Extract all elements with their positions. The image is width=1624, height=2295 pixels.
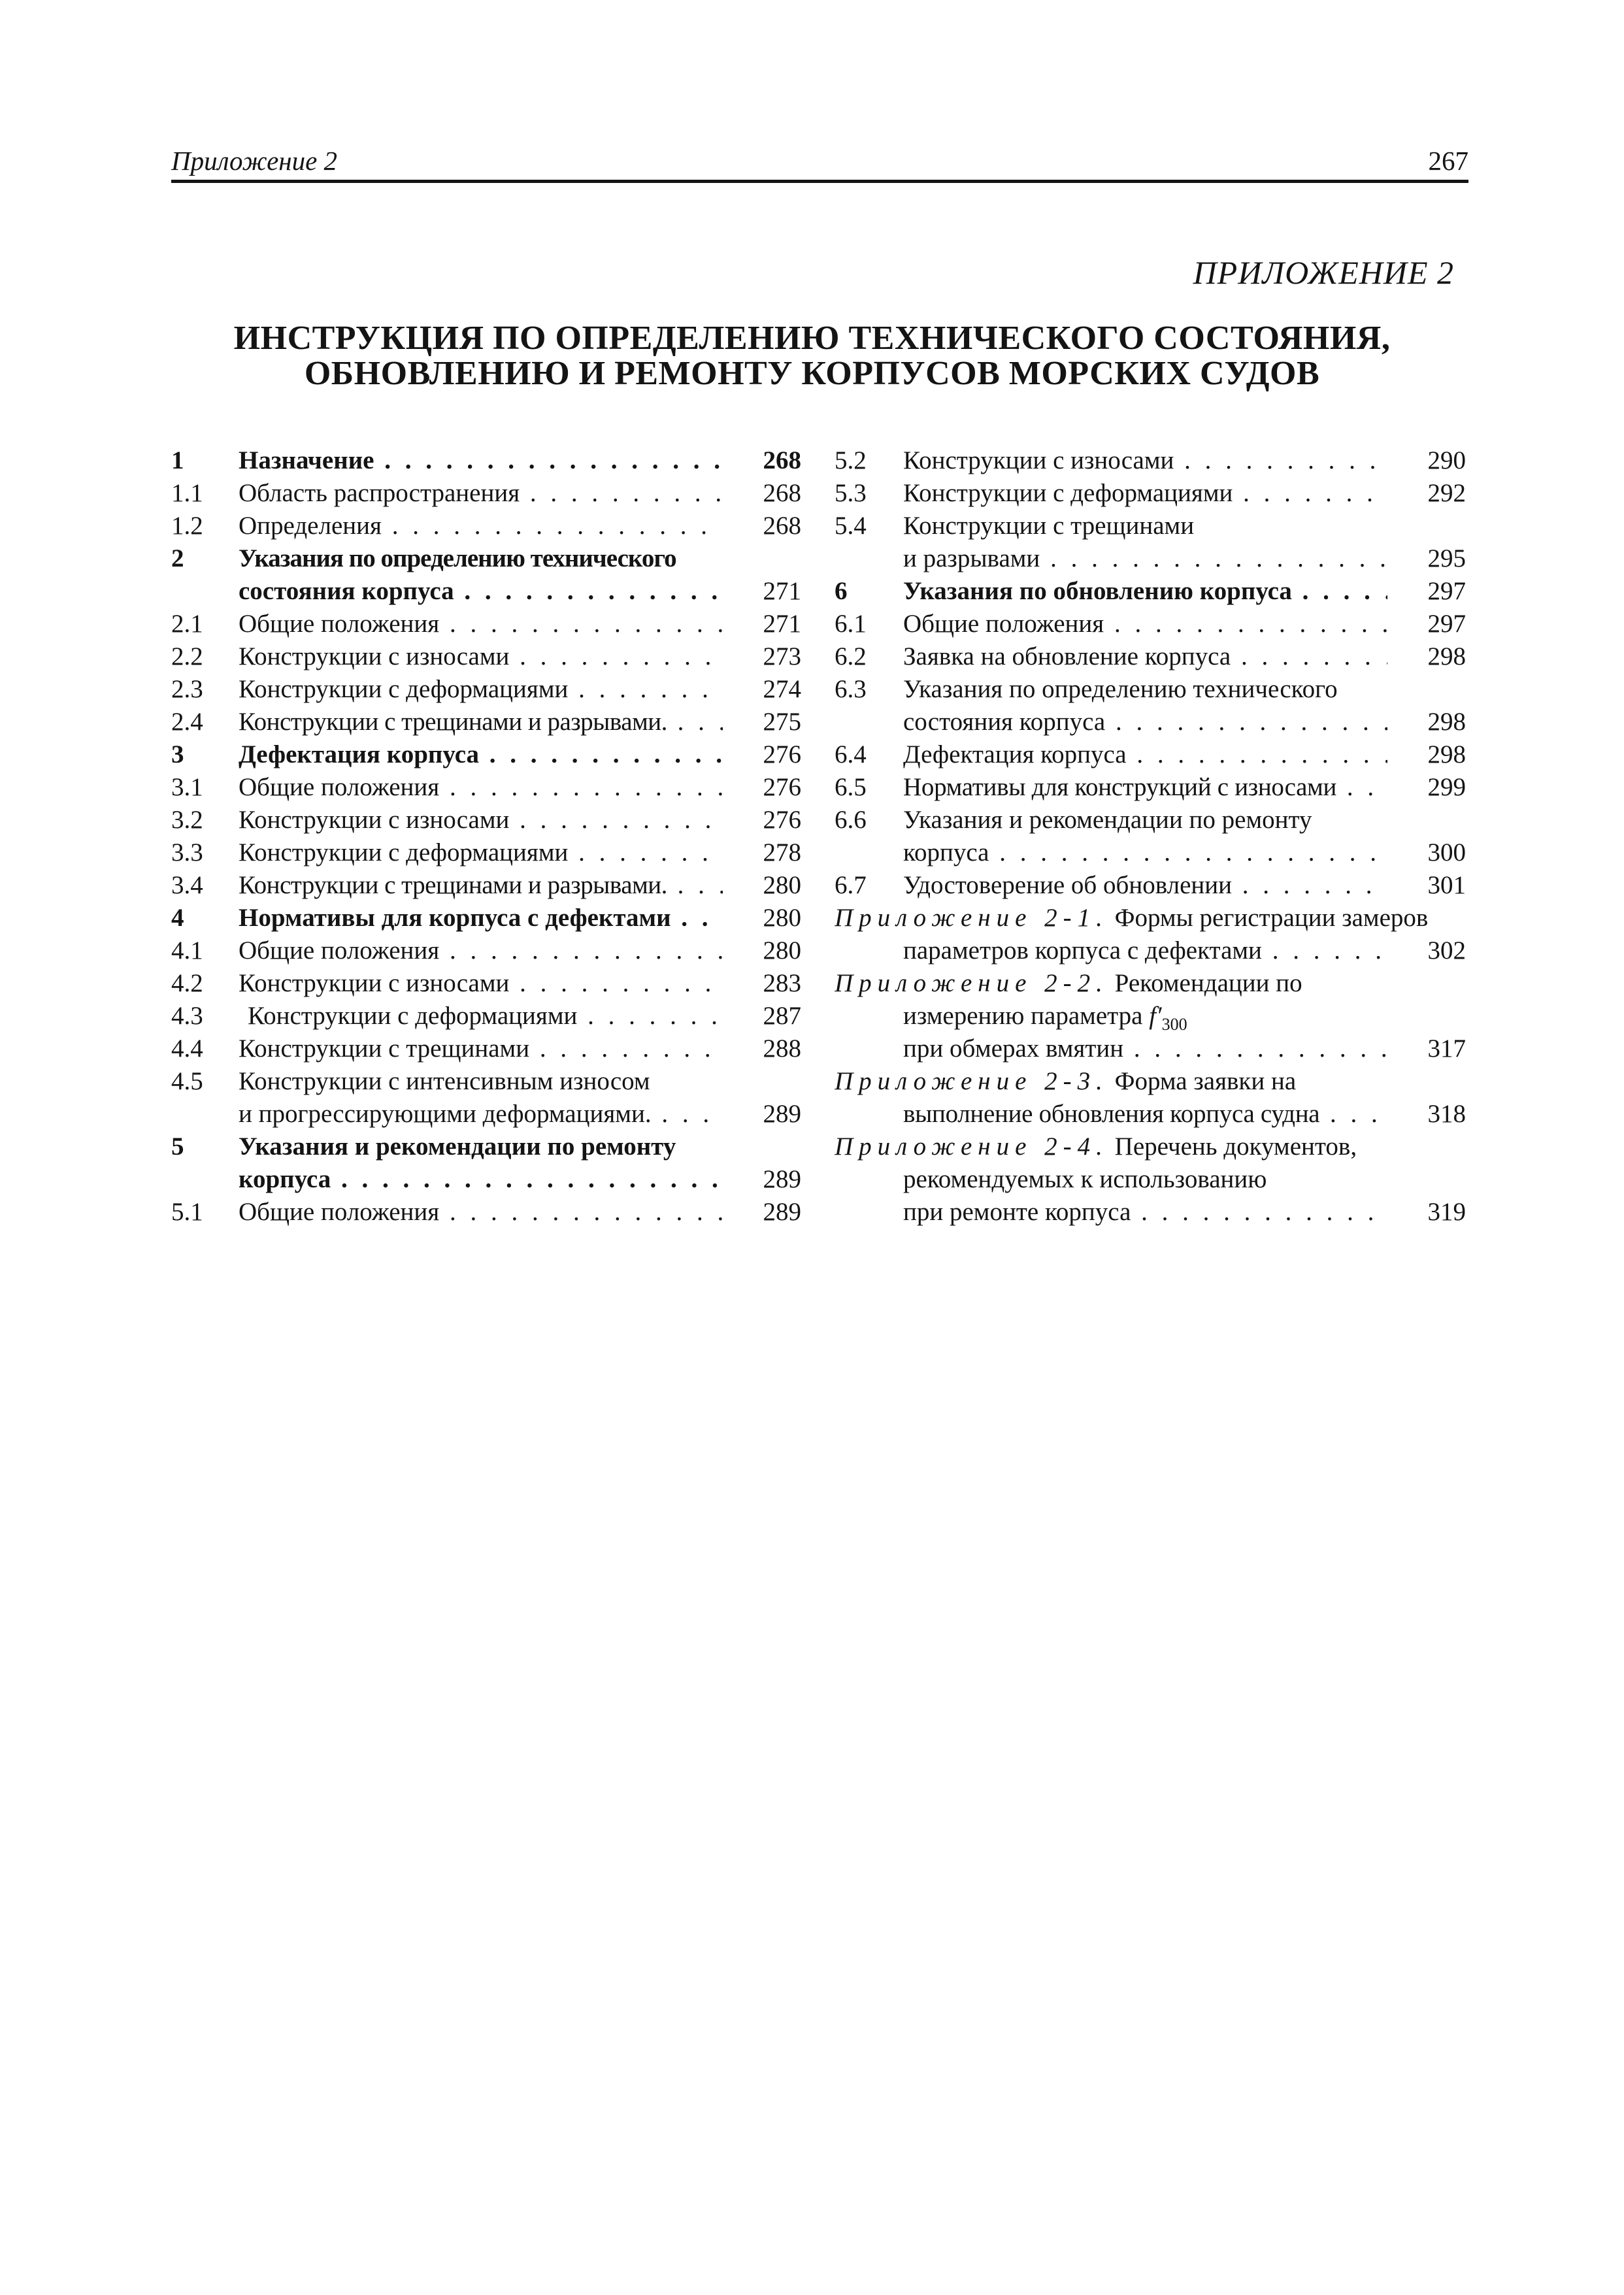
toc-entry-4-3[interactable]: 4.3 Конструкции с деформациями . . . 287 (171, 1000, 801, 1032)
toc-entry-1-2[interactable]: 1.2 Определения . . . 268 (171, 510, 801, 542)
toc-entry-2-2[interactable]: 2.2 Конструкции с износами . . . 273 (171, 640, 801, 673)
toc-entry-2-3[interactable]: 2.3 Конструкции с деформациями . . . 274 (171, 673, 801, 706)
toc-entry-3-4[interactable]: 3.4 Конструкции с трещинами и разрывами. . . . 280 (171, 869, 801, 902)
toc-entry-6-3[interactable]: 6.3 Указания по определению технического (835, 675, 1338, 703)
toc-entry-4-5-cont[interactable]: и прогрессирующими деформациями. . . . 289 (171, 1098, 801, 1131)
toc-appendix-2-1-cont[interactable]: параметров корпуса с дефектами . . . 302 (835, 934, 1466, 967)
toc-entry-6[interactable]: 6 Указания по обновлению корпуса . . . 297 (835, 575, 1466, 608)
toc-entry-4[interactable]: 4 Нормативы для корпуса с дефектами . . . 280 (171, 902, 801, 934)
appendix-2-2-label: Приложение 2-2. (835, 969, 1108, 997)
toc-appendix-2-3[interactable]: Приложение 2-3. Форма заявки на (835, 1067, 1297, 1095)
appendix-2-1-label: Приложение 2-1. (835, 904, 1108, 932)
toc-entry-5-1[interactable]: 5.1 Общие положения . . . 289 (171, 1196, 801, 1229)
header-rule (171, 180, 1468, 183)
toc-entry-4-5[interactable]: 4.5 Конструкции с интенсивным износом (171, 1067, 650, 1095)
toc-entry-6-5[interactable]: 6.5 Нормативы для конструкций с износами . . . 299 (835, 771, 1466, 804)
appendix-2-4-label: Приложение 2-4. (835, 1132, 1108, 1161)
toc-appendix-2-3-cont[interactable]: выполнение обновления корпуса судна . . . 318 (835, 1098, 1466, 1131)
toc-entry-4-4[interactable]: 4.4 Конструкции с трещинами . . . 288 (171, 1032, 801, 1065)
toc-entry-3-3[interactable]: 3.3 Конструкции с деформациями . . . 278 (171, 836, 801, 869)
running-header-title: Приложение 2 (171, 146, 338, 176)
toc-entry-5-4-cont[interactable]: и разрывами . . . 295 (835, 542, 1466, 575)
toc-entry-3-1[interactable]: 3.1 Общие положения . . . 276 (171, 771, 801, 804)
toc-entry-2-1[interactable]: 2.1 Общие положения . . . 271 (171, 608, 801, 640)
toc-appendix-2-2-cont2[interactable]: при обмерах вмятин . . . 317 (835, 1032, 1466, 1065)
toc-entry-1-1[interactable]: 1.1 Область распространения . . . 268 (171, 477, 801, 510)
toc-entry-6-6-cont[interactable]: корпуса . . . 300 (835, 836, 1466, 869)
toc-entry-6-3-cont[interactable]: состояния корпуса . . . 298 (835, 706, 1466, 738)
toc-entry-4-2[interactable]: 4.2 Конструкции с износами . . . 283 (171, 967, 801, 1000)
toc-entry-2[interactable]: 2 Указания по определению технического (171, 544, 676, 572)
toc-entry-4-1[interactable]: 4.1 Общие положения . . . 280 (171, 934, 801, 967)
toc-appendix-2-2[interactable]: Приложение 2-2. Рекомендации по (835, 969, 1302, 997)
appendix-label: ПРИЛОЖЕНИЕ 2 (1193, 254, 1454, 291)
toc-left-column (171, 444, 801, 1229)
toc-appendix-2-2-cont[interactable]: измерению параметра $f'_{300}$ (903, 1002, 1187, 1034)
toc-entry-5[interactable]: 5 Указания и рекомендации по ремонту (171, 1132, 676, 1161)
toc-entry-2-cont[interactable]: состояния корпуса . . . 271 (171, 575, 801, 608)
toc-entry-5-2[interactable]: 5.2 Конструкции с износами . . . 290 (835, 444, 1466, 477)
toc-entry-6-1[interactable]: 6.1 Общие положения . . . 297 (835, 608, 1466, 640)
toc-right-column (835, 444, 1466, 1229)
toc-entry-3[interactable]: 3 Дефектация корпуса . . . 276 (171, 738, 801, 771)
toc-entry-1[interactable]: 1 Назначение . . . 268 (171, 444, 801, 477)
toc-entry-5-3[interactable]: 5.3 Конструкции с деформациями . . . 292 (835, 477, 1466, 510)
toc-appendix-2-4[interactable]: Приложение 2-4. Перечень документов, (835, 1132, 1357, 1161)
toc-appendix-2-4-cont[interactable]: рекомендуемых к использованию (903, 1165, 1267, 1193)
toc-appendix-2-1[interactable]: Приложение 2-1. Формы регистрации замеров (835, 904, 1429, 932)
toc-entry-6-2[interactable]: 6.2 Заявка на обновление корпуса . . . 298 (835, 640, 1466, 673)
toc-appendix-2-4-cont2[interactable]: при ремонте корпуса . . . 319 (835, 1196, 1466, 1229)
toc-entry-3-2[interactable]: 3.2 Конструкции с износами . . . 276 (171, 804, 801, 836)
toc-entry-6-7[interactable]: 6.7 Удостоверение об обновлении . . . 301 (835, 869, 1466, 902)
toc-entry-5-cont[interactable]: корпуса . . . 289 (171, 1163, 801, 1196)
document-title-line-1: ИНСТРУКЦИЯ ПО ОПРЕДЕЛЕНИЮ ТЕХНИЧЕСКОГО СОСТОЯНИЯ, (233, 320, 1391, 357)
toc-entry-6-6[interactable]: 6.6 Указания и рекомендации по ремонту (835, 806, 1312, 834)
appendix-2-3-label: Приложение 2-3. (835, 1067, 1108, 1095)
parameter-subscript: 300 (1161, 1014, 1187, 1034)
page-number: 267 (1428, 146, 1468, 176)
parameter-symbol: f′ (1149, 1002, 1162, 1030)
toc-entry-6-4[interactable]: 6.4 Дефектация корпуса . . . 298 (835, 738, 1466, 771)
document-title-line-2: ОБНОВЛЕНИЮ И РЕМОНТУ КОРПУСОВ МОРСКИХ СУДОВ (304, 355, 1320, 392)
toc-entry-5-4[interactable]: 5.4 Конструкции с трещинами (835, 512, 1195, 540)
toc-entry-2-4[interactable]: 2.4 Конструкции с трещинами и разрывами. . . . 275 (171, 706, 801, 738)
